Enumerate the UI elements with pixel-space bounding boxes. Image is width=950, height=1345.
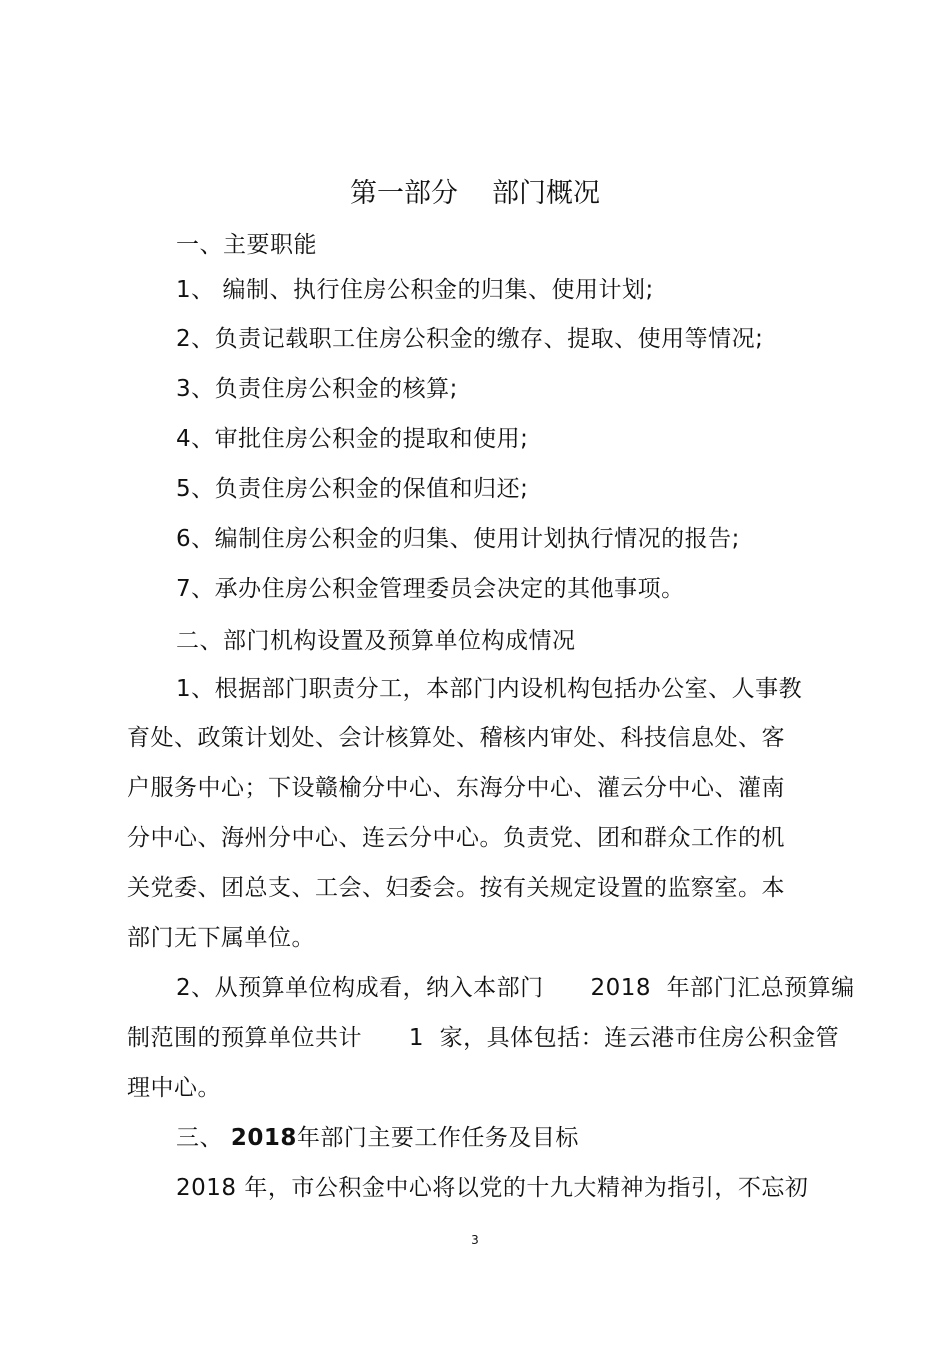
paragraph-line: 制范围的预算单位共计 1 家，具体包括：连云港市住房公积金管	[127, 1025, 840, 1051]
section-heading-3	[176, 1123, 579, 1153]
section3-suffix: 年部门主要工作任务及目标	[296, 1125, 579, 1151]
section-heading-1: 一、主要职能	[176, 232, 317, 258]
title-part: 第一部分	[350, 178, 458, 209]
paragraph-line: 理中心。	[127, 1075, 221, 1101]
paragraph-line: 育处、政策计划处、会计核算处、稽核内审处、科技信息处、客	[127, 725, 785, 751]
section-heading-2: 二、部门机构设置及预算单位构成情况	[176, 628, 576, 654]
function-item-4: 4、审批住房公积金的提取和使用;	[176, 426, 529, 452]
paragraph-line: 部门无下属单位。	[127, 925, 315, 951]
function-item-7: 7、承办住房公积金管理委员会决定的其他事项。	[176, 576, 685, 602]
title-name: 部门概况	[492, 178, 600, 209]
function-item-6: 6、编制住房公积金的归集、使用计划执行情况的报告;	[176, 526, 740, 552]
paragraph-line: 户服务中心；下设赣榆分中心、东海分中心、灌云分中心、灌南	[127, 775, 785, 801]
paragraph-line: 1、根据部门职责分工，本部门内设机构包括办公室、人事教	[176, 676, 803, 702]
section3-year: 2018	[230, 1125, 297, 1151]
function-item-2: 2、负责记载职工住房公积金的缴存、提取、使用等情况;	[176, 326, 764, 352]
paragraph-line: 2、从预算单位构成看，纳入本部门 2018 年部门汇总预算编	[176, 975, 855, 1001]
section3-prefix: 三、	[176, 1125, 223, 1151]
paragraph-line: 关党委、团总支、工会、妇委会。按有关规定设置的监察室。本	[127, 875, 785, 901]
function-item-1: 1、 编制、执行住房公积金的归集、使用计划;	[176, 277, 654, 303]
paragraph-line: 分中心、海州分中心、连云分中心。负责党、团和群众工作的机	[127, 825, 785, 851]
page-number: 3	[471, 1233, 479, 1247]
function-item-3: 3、负责住房公积金的核算;	[176, 376, 458, 402]
paragraph-line: 2018 年，市公积金中心将以党的十九大精神为指引，不忘初	[176, 1175, 809, 1201]
page-title	[0, 177, 950, 211]
function-item-5: 5、负责住房公积金的保值和归还;	[176, 476, 529, 502]
